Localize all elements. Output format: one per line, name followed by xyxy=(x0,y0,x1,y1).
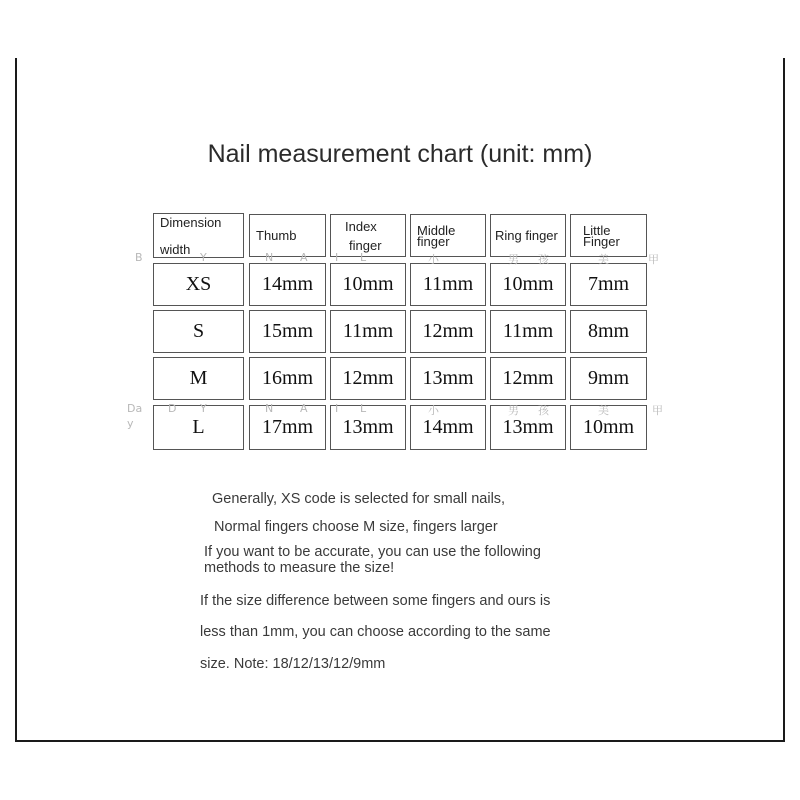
header-dimension-line2: width xyxy=(160,241,191,257)
note-line-3: If you want to be accurate, you can use the following xyxy=(204,544,541,560)
watermark-letter: 孩 xyxy=(538,404,549,417)
header-dimension xyxy=(153,213,244,258)
table-row-xs-thumb: 14mm xyxy=(249,263,326,306)
table-row-s-index: 11mm xyxy=(330,310,406,353)
chart-title: Nail measurement chart (unit: mm) xyxy=(207,140,593,168)
table-row-m-little: 9mm xyxy=(570,357,647,400)
table-row-xs-middle: 11mm xyxy=(410,263,486,306)
watermark-letter: 孩 xyxy=(538,253,549,266)
watermark-letter: I xyxy=(335,251,339,264)
table-row-l-size: L xyxy=(153,405,244,450)
watermark-letter: 小 xyxy=(428,404,439,417)
watermark-letter: 甲 xyxy=(652,404,663,417)
table-row-s-little: 8mm xyxy=(570,310,647,353)
table-row-xs-little: 7mm xyxy=(570,263,647,306)
watermark-letter: 男 xyxy=(508,404,519,417)
watermark-letter: L xyxy=(360,251,367,264)
watermark-letter: 男 xyxy=(508,253,519,266)
note-line-4: methods to measure the size! xyxy=(204,560,395,576)
watermark-letter: A xyxy=(300,402,308,415)
header-thumb xyxy=(249,214,326,257)
table-row-s-ring: 11mm xyxy=(490,310,566,353)
table-row-m-middle: 13mm xyxy=(410,357,486,400)
watermark-letter: Da xyxy=(127,402,143,415)
header-thumb-label: Thumb xyxy=(256,228,297,243)
watermark-letter: y xyxy=(127,417,134,430)
note-line-5: If the size difference between some fingers and ours is xyxy=(200,593,551,609)
watermark-letter: Y xyxy=(200,251,207,264)
watermark-letter: A xyxy=(300,251,308,264)
note-line-6: less than 1mm, you can choose according to the same xyxy=(200,624,551,640)
note-line-1: Generally, XS code is selected for small nails, xyxy=(212,491,506,507)
header-index-line1: Index xyxy=(345,218,377,234)
watermark-letter: D xyxy=(168,402,177,415)
table-row-m-size: M xyxy=(153,357,244,400)
watermark-letter: 美 xyxy=(598,404,609,417)
watermark-letter: B xyxy=(135,251,143,264)
table-row-l-middle: 14mm xyxy=(410,405,486,450)
table-row-l-thumb: 17mm xyxy=(249,405,326,450)
watermark-letter: N xyxy=(265,402,274,415)
header-index-line2: finger xyxy=(349,237,382,253)
table-row-s-size: S xyxy=(153,310,244,353)
table-row-m-index: 12mm xyxy=(330,357,406,400)
watermark-letter: 甲 xyxy=(648,253,659,266)
header-little-line1: Little xyxy=(583,222,611,238)
table-row-xs-size: XS xyxy=(153,263,244,306)
table-row-l-index: 13mm xyxy=(330,405,406,450)
header-middle-line1: Middle xyxy=(417,222,456,238)
header-dimension-line1: Dimension xyxy=(160,214,222,230)
watermark-letter: 美 xyxy=(598,253,609,266)
header-middle-line2: finger xyxy=(417,233,450,249)
note-line-2: Normal fingers choose M size, fingers larger xyxy=(214,519,498,535)
table-row-xs-index: 10mm xyxy=(330,263,406,306)
table-row-l-ring: 13mm xyxy=(490,405,566,450)
watermark-letter: 小 xyxy=(428,253,439,266)
table-row-l-little: 10mm xyxy=(570,405,647,450)
header-ring-finger xyxy=(490,214,566,257)
table-row-s-thumb: 15mm xyxy=(249,310,326,353)
header-little-line2: Finger xyxy=(583,233,620,249)
header-middle-finger xyxy=(410,214,486,257)
watermark-letter: Y xyxy=(200,402,207,415)
header-ring-label: Ring finger xyxy=(495,228,558,243)
watermark-letter: I xyxy=(335,402,339,415)
header-index-finger xyxy=(330,214,406,257)
table-row-m-thumb: 16mm xyxy=(249,357,326,400)
table-row-m-ring: 12mm xyxy=(490,357,566,400)
table-row-s-middle: 12mm xyxy=(410,310,486,353)
note-line-7: size. Note: 18/12/13/12/9mm xyxy=(200,656,386,672)
table-row-xs-ring: 10mm xyxy=(490,263,566,306)
watermark-letter: L xyxy=(360,402,367,415)
watermark-letter: N xyxy=(265,251,274,264)
